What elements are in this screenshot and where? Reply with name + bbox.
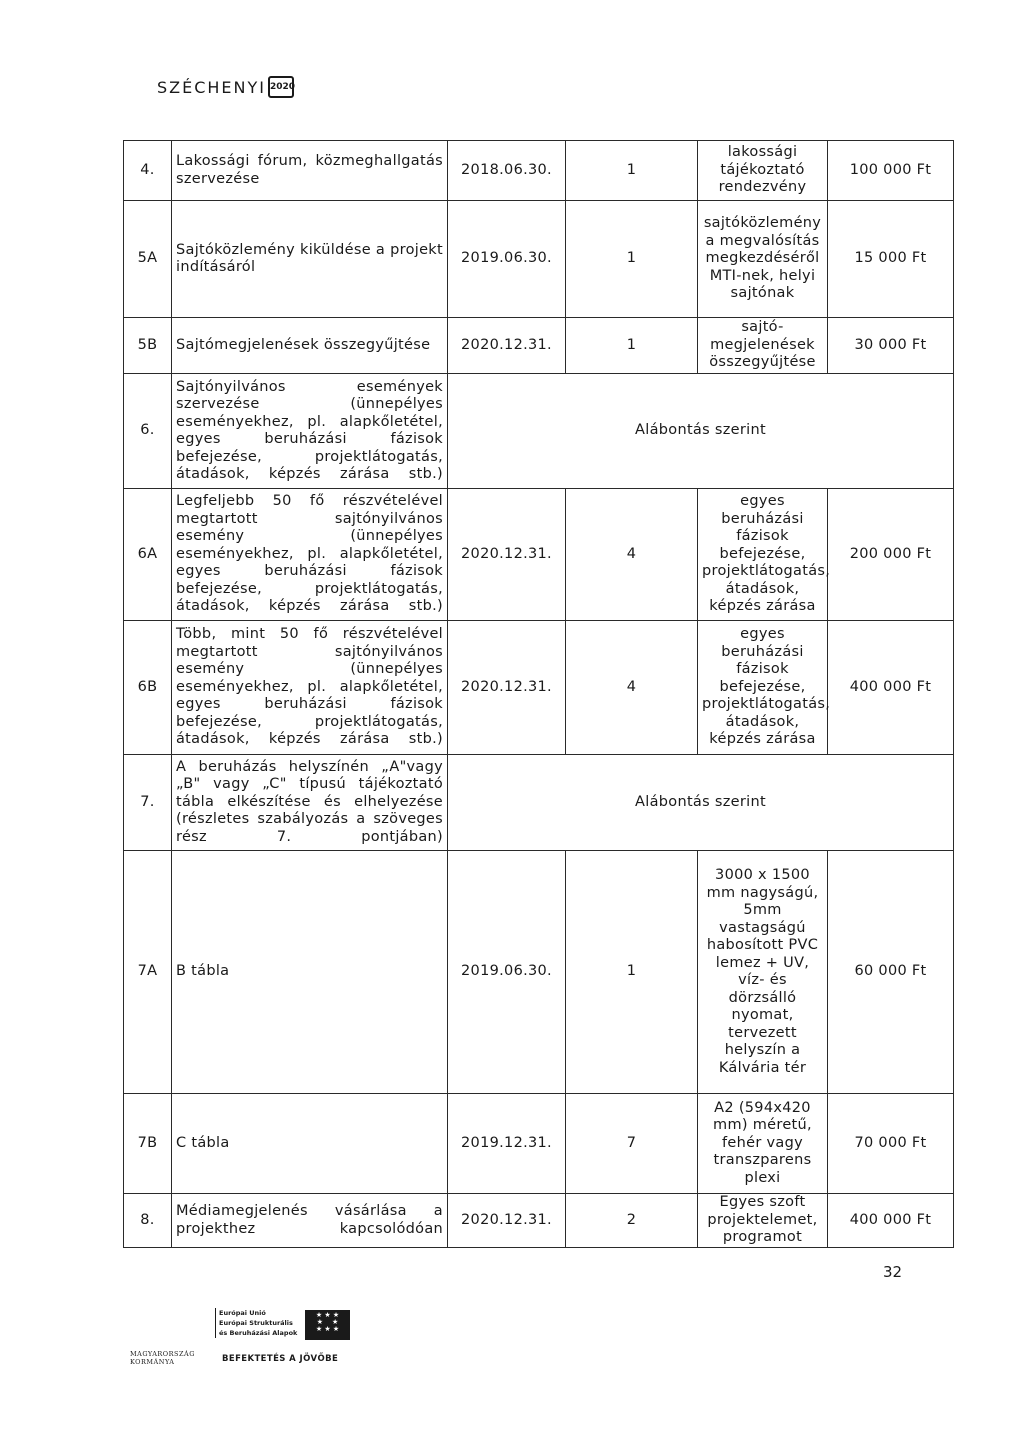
table-row — [124, 1094, 954, 1194]
row-note: egyes beruházási fázisok befejezése, projektlátogatás, átadások, képzés zárása — [698, 489, 828, 621]
government-logo — [130, 1350, 195, 1366]
row-number: 5B — [124, 318, 172, 374]
row-number: 7B — [124, 1094, 172, 1194]
row-price: 100 000 Ft — [828, 141, 954, 201]
row-price: 400 000 Ft — [828, 621, 954, 755]
row-date: 2019.06.30. — [448, 851, 566, 1094]
row-quantity: 4 — [566, 489, 698, 621]
table-row — [124, 755, 954, 851]
row-date: 2019.06.30. — [448, 201, 566, 318]
row-description: Médiamegjelenés vásárlása a projekthez kapcsolódóan — [172, 1194, 448, 1248]
government-logo-line1: MAGYARORSZÁG — [130, 1350, 195, 1358]
row-date: 2019.12.31. — [448, 1094, 566, 1194]
row-date: 2020.12.31. — [448, 1194, 566, 1248]
table-row — [124, 851, 954, 1094]
row-number: 6. — [124, 374, 172, 489]
row-note: A2 (594x420 mm) méretű, fehér vagy transzparens plexi — [698, 1094, 828, 1194]
row-price: 15 000 Ft — [828, 201, 954, 318]
row-note: egyes beruházási fázisok befejezése, projektlátogatás, átadások, képzés zárása — [698, 621, 828, 755]
row-description: Sajtómegjelenések összegyűjtése — [172, 318, 448, 374]
table-row — [124, 201, 954, 318]
page-number: 32 — [883, 1263, 903, 1281]
eu-funds-label — [215, 1308, 297, 1338]
row-price: 30 000 Ft — [828, 318, 954, 374]
slogan: BEFEKTETÉS A JÖVŐBE — [222, 1354, 339, 1364]
row-description: B tábla — [172, 851, 448, 1094]
table-row — [124, 489, 954, 621]
row-description: C tábla — [172, 1094, 448, 1194]
funding-footer — [130, 1308, 390, 1378]
row-note: sajtóközlemény a megvalósítás megkezdéséről MTI-nek, helyi sajtónak — [698, 201, 828, 318]
row-note: 3000 x 1500 mm nagyságú, 5mm vastagságú habosított PVC lemez + UV, víz- és dörzsálló nyomat, tervezett helyszín a Kálvária tér — [698, 851, 828, 1094]
row-date: 2020.12.31. — [448, 489, 566, 621]
breakdown-note: Alábontás szerint — [448, 374, 954, 489]
government-logo-line2: KORMÁNYA — [130, 1358, 175, 1366]
row-description: Legfeljebb 50 fő részvételével megtartott sajtónyilvános esemény (ünnepélyes eseményekhez, pl. alapkőletétel, egyes beruházási fázisok befejezése, projektlátogatás, átadások, képzés zárása stb.) — [172, 489, 448, 621]
eu-label-line3: és Beruházási Alapok — [219, 1329, 298, 1337]
row-quantity: 1 — [566, 201, 698, 318]
row-description: Több, mint 50 fő részvételével megtartott sajtónyilvános esemény (ünnepélyes eseményekhez, pl. alapkőletétel, egyes beruházási fázisok befejezése, projektlátogatás, átadások, képzés zárása stb.) — [172, 621, 448, 755]
breakdown-note: Alábontás szerint — [448, 755, 954, 851]
row-quantity: 7 — [566, 1094, 698, 1194]
row-number: 6B — [124, 621, 172, 755]
row-number: 6A — [124, 489, 172, 621]
row-quantity: 1 — [566, 141, 698, 201]
row-price: 400 000 Ft — [828, 1194, 954, 1248]
row-price: 200 000 Ft — [828, 489, 954, 621]
row-number: 7A — [124, 851, 172, 1094]
row-description: A beruházás helyszínén „A"vagy „B" vagy „C" típusú tájékoztató tábla elkészítése és elhelyezése (részletes szabályozás a szöveges rész 7. pontjában) — [172, 755, 448, 851]
row-number: 4. — [124, 141, 172, 201]
row-note: Egyes szoft projektelemet, programot — [698, 1194, 828, 1248]
row-quantity: 2 — [566, 1194, 698, 1248]
eu-flag-icon: ★ ★ ★ ★ ★ ★ ★ ★ — [305, 1310, 350, 1340]
eu-label-line2: Európai Strukturális — [219, 1319, 293, 1327]
row-date: 2020.12.31. — [448, 621, 566, 755]
row-description: Sajtónyilvános események szervezése (ünnepélyes eseményekhez, pl. alapkőletétel, egyes beruházási fázisok befejezése, projektlátogatás, átadások, képzés zárása stb.) — [172, 374, 448, 489]
row-price: 60 000 Ft — [828, 851, 954, 1094]
row-note: sajtó- megjelenések összegyűjtése — [698, 318, 828, 374]
row-number: 5A — [124, 201, 172, 318]
row-number: 7. — [124, 755, 172, 851]
eu-label-line1: Európai Unió — [219, 1309, 266, 1317]
row-quantity: 4 — [566, 621, 698, 755]
table-row — [124, 141, 954, 201]
row-description: Lakossági fórum, közmeghallgatás szervezése — [172, 141, 448, 201]
table-row — [124, 318, 954, 374]
table-row — [124, 621, 954, 755]
row-date: 2018.06.30. — [448, 141, 566, 201]
row-description: Sajtóközlemény kiküldése a projekt indításáról — [172, 201, 448, 318]
program-badge: 2020 — [268, 76, 294, 98]
table-row — [124, 374, 954, 489]
row-number: 8. — [124, 1194, 172, 1248]
row-quantity: 1 — [566, 851, 698, 1094]
row-quantity: 1 — [566, 318, 698, 374]
table-row — [124, 1194, 954, 1248]
row-date: 2020.12.31. — [448, 318, 566, 374]
activity-table — [123, 140, 954, 1248]
row-note: lakossági tájékoztató rendezvény — [698, 141, 828, 201]
szechenyi-logo — [157, 76, 294, 98]
program-name: SZÉCHENYI — [157, 77, 266, 97]
row-price: 70 000 Ft — [828, 1094, 954, 1194]
